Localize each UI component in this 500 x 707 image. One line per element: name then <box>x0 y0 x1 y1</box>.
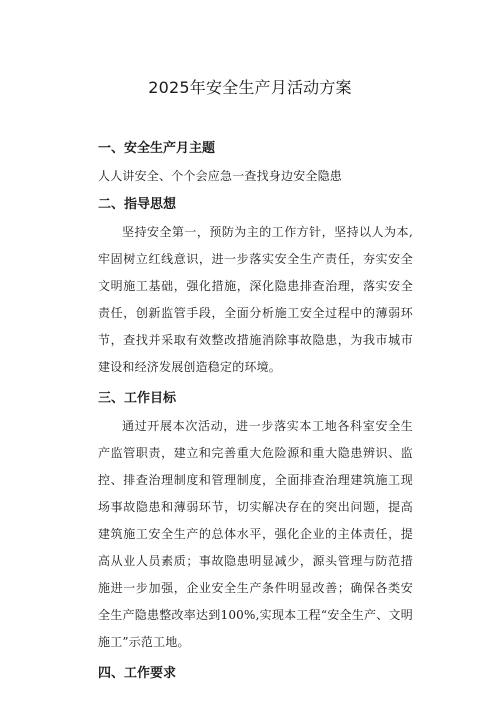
section-body-work-goals: 通过开展本次活动，进一步落实本工地各科室安全生产监管职责，建立和完善重大危险源和重大隐患辨识、监控、排查治理制度和管理制度，全面排查治理建筑施工现场事故隐患和薄弱环节，切实解决存在的突出问题，提高建筑施工安全生产的总体水平，强化企业的主体责任，提高从业人员素质；事故隐患明显减少，源头管理与防范措施进一步加强，企业安全生产条件明显改善；确保各类安全生产隐患整改率达到100%,实现本工程“安全生产、文明施工”示范工地。 <box>98 419 413 649</box>
section-body-theme: 人人讲安全、个个会应急一查找身边安全隐患 <box>98 169 343 183</box>
section-body-guiding-ideology: 坚持安全第一，预防为主的工作方针，坚持以人为本,牢固树立红线意识，进一步落实安全生产责任，夯实安全文明施工基础，强化措施，深化隐患排查治理，落实安全责任，创新监管手段，全面分析施工安全过程中的薄弱环节，查找并采取有效整改措施消除事故隐患，为我市城市建设和经济发展创造稳定的环境。 <box>98 225 413 374</box>
section-heading-work-goals: 三、工作目标 <box>98 391 177 406</box>
section-heading-work-requirements: 四、工作要求 <box>98 666 177 681</box>
section-heading-guiding-ideology: 二、指导思想 <box>98 197 177 212</box>
section-heading-theme: 一、安全生产月主题 <box>98 141 216 156</box>
document-title: 2025年安全生产月活动方案 <box>148 78 352 97</box>
document-body <box>98 135 413 688</box>
